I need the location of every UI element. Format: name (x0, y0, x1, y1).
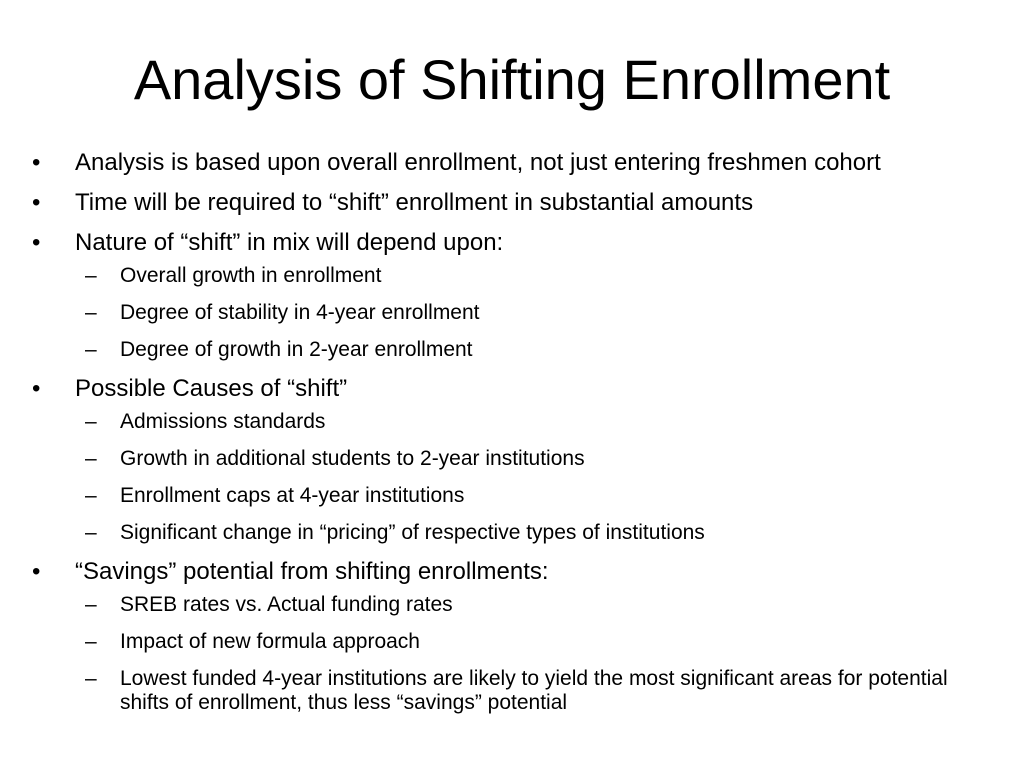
bullet-item (30, 559, 1000, 715)
sub-bullet-text: SREB rates vs. Actual funding rates (120, 593, 453, 616)
bullet-item (30, 230, 1000, 362)
sub-bullet-list (75, 593, 1000, 715)
dash-marker: – (85, 447, 97, 470)
dash-marker: – (85, 338, 97, 361)
sub-bullet-text: Degree of stability in 4-year enrollment (120, 301, 480, 324)
dash-marker: – (85, 264, 97, 287)
dash-marker: – (85, 301, 97, 324)
dash-marker: – (85, 593, 97, 616)
sub-bullet-item (30, 521, 1000, 545)
sub-bullet-item (30, 630, 1000, 654)
sub-bullet-item (30, 484, 1000, 508)
bullet-item (30, 150, 1000, 176)
bullet-marker: • (32, 229, 41, 256)
sub-bullet-item (30, 447, 1000, 471)
sub-bullet-text: Lowest funded 4-year institutions are likely to yield the most significant areas for potential shifts of enrollment, thus less “savings” potential (120, 667, 948, 714)
sub-bullet-text: Growth in additional students to 2-year institutions (120, 447, 585, 470)
dash-marker: – (85, 484, 97, 507)
sub-bullet-text: Overall growth in enrollment (120, 264, 382, 287)
bullet-text: Time will be required to “shift” enrollment in substantial amounts (75, 189, 754, 216)
sub-bullet-text: Admissions standards (120, 410, 326, 433)
bullet-marker: • (32, 149, 41, 176)
sub-bullet-text: Degree of growth in 2-year enrollment (120, 338, 473, 361)
sub-bullet-item (30, 301, 1000, 325)
dash-marker: – (85, 630, 97, 653)
sub-bullet-text: Enrollment caps at 4-year institutions (120, 484, 465, 507)
bullet-item (30, 190, 1000, 216)
bullet-text: Nature of “shift” in mix will depend upon: (75, 229, 504, 256)
bullet-marker: • (32, 189, 41, 216)
sub-bullet-item (30, 264, 1000, 288)
dash-marker: – (85, 410, 97, 433)
sub-bullet-item (30, 338, 1000, 362)
sub-bullet-item (30, 593, 1000, 617)
sub-bullet-text: Significant change in “pricing” of respective types of institutions (120, 521, 705, 544)
bullet-text: Analysis is based upon overall enrollment, not just entering freshmen cohort (75, 149, 881, 176)
sub-bullet-list (75, 264, 1000, 362)
slide-title: Analysis of Shifting Enrollment (133, 48, 891, 111)
bullet-marker: • (32, 558, 41, 585)
dash-marker: – (85, 667, 97, 690)
bullet-list (30, 150, 1000, 715)
bullet-text: “Savings” potential from shifting enrollments: (75, 558, 549, 585)
dash-marker: – (85, 521, 97, 544)
sub-bullet-item (30, 410, 1000, 434)
sub-bullet-list (75, 410, 1000, 545)
sub-bullet-text: Impact of new formula approach (120, 630, 420, 653)
sub-bullet-item (30, 667, 1000, 715)
bullet-item (30, 376, 1000, 545)
bullet-text: Possible Causes of “shift” (75, 375, 348, 402)
bullet-marker: • (32, 375, 41, 402)
